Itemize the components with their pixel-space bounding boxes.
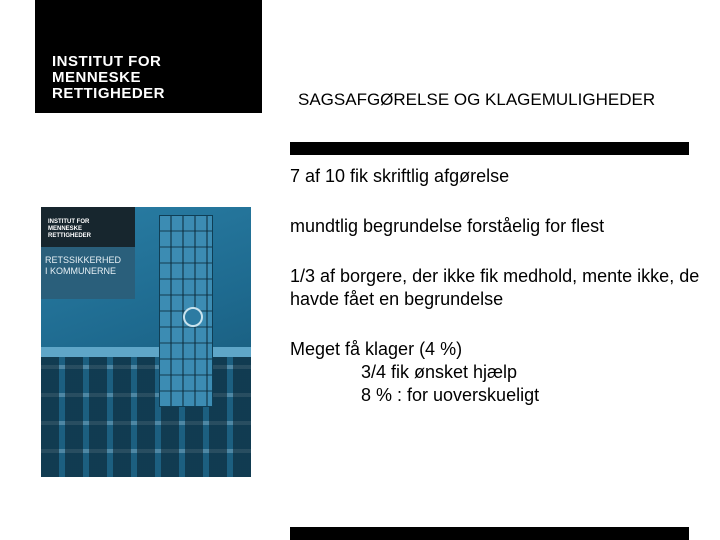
cover-building-ledge <box>41 347 251 357</box>
content-item-4-main: Meget få klager (4 %) <box>290 339 463 359</box>
top-divider-bar <box>290 142 689 155</box>
cover-title-block <box>41 247 135 299</box>
report-cover-image <box>41 207 251 477</box>
cover-clock-icon <box>183 307 203 327</box>
content-item-1: 7 af 10 fik skriftlig afgørelse <box>290 166 510 186</box>
cover-building <box>41 357 251 477</box>
cover-subtitle: RETSSIKKERHED I KOMMUNERNE <box>45 255 122 276</box>
slide-title: SAGSAFGØRELSE OG KLAGEMULIGHEDER <box>298 90 656 109</box>
content-item-4-sub2: 8 % : for uoverskueligt <box>361 385 540 405</box>
content-item-4 <box>290 338 700 407</box>
cover-logo-block <box>41 207 135 247</box>
logo-text: INSTITUT FOR MENNESKE RETTIGHEDER <box>52 53 166 102</box>
content-item-4-sub1: 3/4 fik ønsket hjælp <box>361 362 518 382</box>
cover-logo-text: INSTITUT FOR MENNESKE RETTIGHEDER <box>48 219 92 239</box>
slide-content <box>290 165 700 434</box>
content-item-3: 1/3 af borgere, der ikke fik medhold, mente ikke, de havde fået en begrundelse <box>290 266 700 309</box>
bottom-divider-bar <box>290 527 689 540</box>
content-item-2: mundtlig begrundelse forståelig for flest <box>290 216 605 236</box>
institute-logo <box>35 0 262 113</box>
